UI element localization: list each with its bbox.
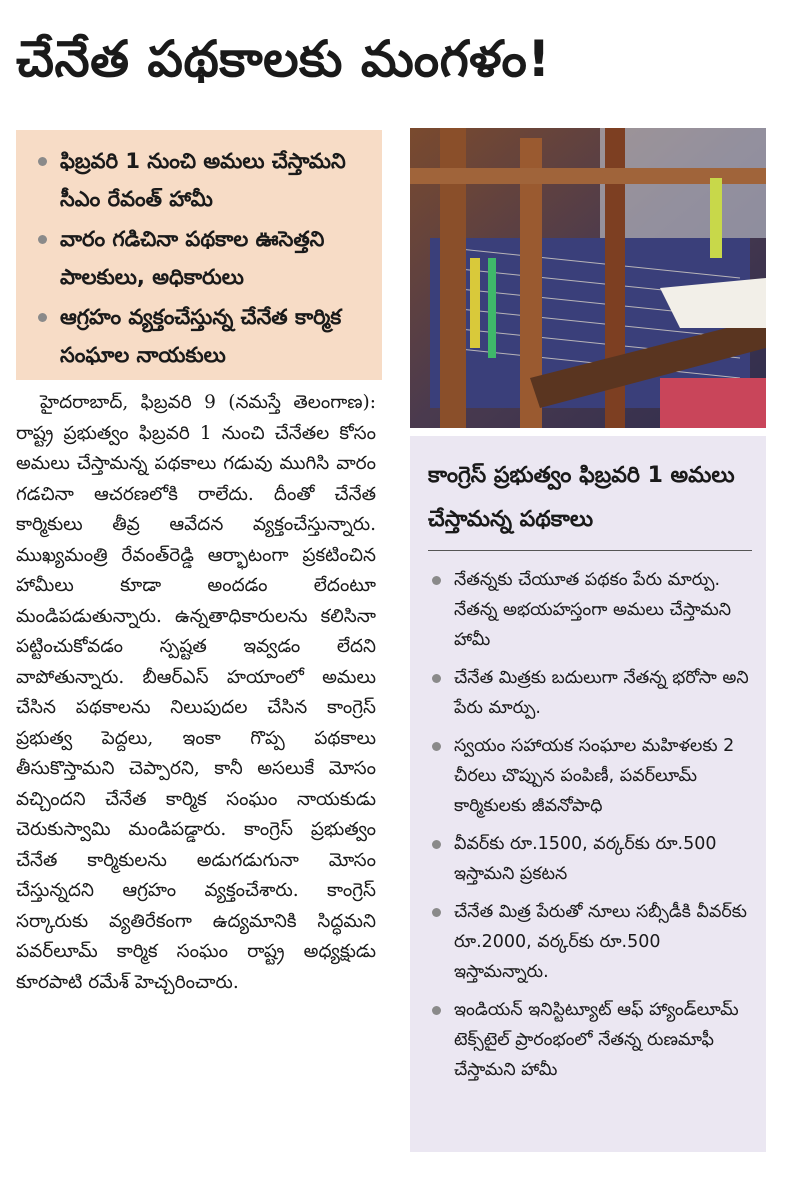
- highlight-item: ఆగ్రహం వ్యక్తంచేస్తున్న చేనేత కార్మిక సంఘాల నాయకులు: [32, 298, 372, 374]
- scheme-item: స్వయం సహాయక సంఘాల మహిళలకు 2 చీరలు చొప్పున పంపిణీ, పవర్‌లూమ్ కార్మికులకు జీవనోపాధి: [428, 731, 752, 821]
- highlights-list: [32, 142, 372, 374]
- schemes-list: [428, 565, 752, 1085]
- scheme-item: ఇండియన్ ఇనిస్టిట్యూట్ ఆఫ్ హ్యాండ్‌లూమ్ టెక్స్‌టైల్ ప్రారంభంలో నేతన్న రుణమాఫీ చేస్తామని హామీ: [428, 995, 752, 1085]
- article-body: హైదరాబాద్, ఫిబ్రవరి 9 (నమస్తే తెలంగాణ): రాష్ట్ర ప్రభుత్వం ఫిబ్రవరి 1 నుంచి చేనేతల కోసం అమలు చేస్తామన్న పథకాలు గడువు ముగిసి వారం గడచినా ఆచరణలోకి రాలేదు. దీంతో చేనేత కార్మికులు తీవ్ర ఆవేదన వ్యక్తంచేస్తున్నారు. ముఖ్యమంత్రి రేవంత్‌రెడ్డి ఆర్భాటంగా ప్రకటించిన హామీలు కూడా అందడం లేదంటూ మండిపడుతున్నారు. ఉన్నతాధికారులను కలిసినా పట్టించుకోవడం స్పష్టత ఇవ్వడం లేదని వాపోతున్నారు. బీఆర్‌ఎస్ హయాంలో అమలు చేసిన పథకాలను నిలుపుదల చేసిన కాంగ్రెస్ ప్రభుత్వ పెద్దలు, ఇంకా గొప్ప పథకాలు తీసుకొస్తామని చెప్పారని, కానీ అసలుకే మోసం వచ్చిందని చేనేత కార్మిక సంఘం నాయకుడు చెరుకుస్వామి మండిపడ్డారు. కాంగ్రెస్ ప్రభుత్వం చేనేత కార్మికులను అడుగడుగునా మోసం చేస్తున్నదని ఆగ్రహం వ్యక్తంచేశారు. కాంగ్రెస్ సర్కారుకు వ్యతిరేకంగా ఉద్యమానికి సిద్ధమని పవర్‌లూమ్ కార్మిక సంఘం రాష్ట్ర అధ్యక్షుడు కూరపాటి రమేశ్ హెచ్చరించారు.: [16, 392, 376, 993]
- highlight-item: వారం గడిచినా పథకాల ఊసెత్తని పాలకులు, అధికారులు: [32, 220, 372, 296]
- scheme-item: చేనేత మిత్ర పేరుతో నూలు సబ్సీడీకి వీవర్‌కు రూ.2000, వర్కర్‌కు రూ.500 ఇస్తామన్నారు.: [428, 897, 752, 987]
- scheme-item: వీవర్‌కు రూ.1500, వర్కర్‌కు రూ.500 ఇస్తామని ప్రకటన: [428, 829, 752, 889]
- sidebar-divider: [428, 550, 752, 551]
- handloom-photo: [410, 128, 766, 428]
- sidebar-title: కాంగ్రెస్ ప్రభుత్వం ఫిబ్రవరి 1 అమలు చేస్తామన్న పథకాలు: [428, 463, 735, 532]
- handloom-photo-graphic: [410, 128, 766, 428]
- highlights-box: [16, 130, 382, 380]
- headline: చేనేత పథకాలకు మంగళం!: [16, 30, 551, 88]
- highlight-item: ఫిబ్రవరి 1 నుంచి అమలు చేస్తామని సీఎం రేవంత్ హామీ: [32, 142, 372, 218]
- schemes-sidebar: [410, 436, 766, 1152]
- scheme-item: చేనేత మిత్రకు బదులుగా నేతన్న భరోసా అని పేరు మార్పు.: [428, 663, 752, 723]
- scheme-item: నేతన్నకు చేయూత పథకం పేరు మార్పు. నేతన్న అభయహస్తంగా అమలు చేస్తామని హామీ: [428, 565, 752, 655]
